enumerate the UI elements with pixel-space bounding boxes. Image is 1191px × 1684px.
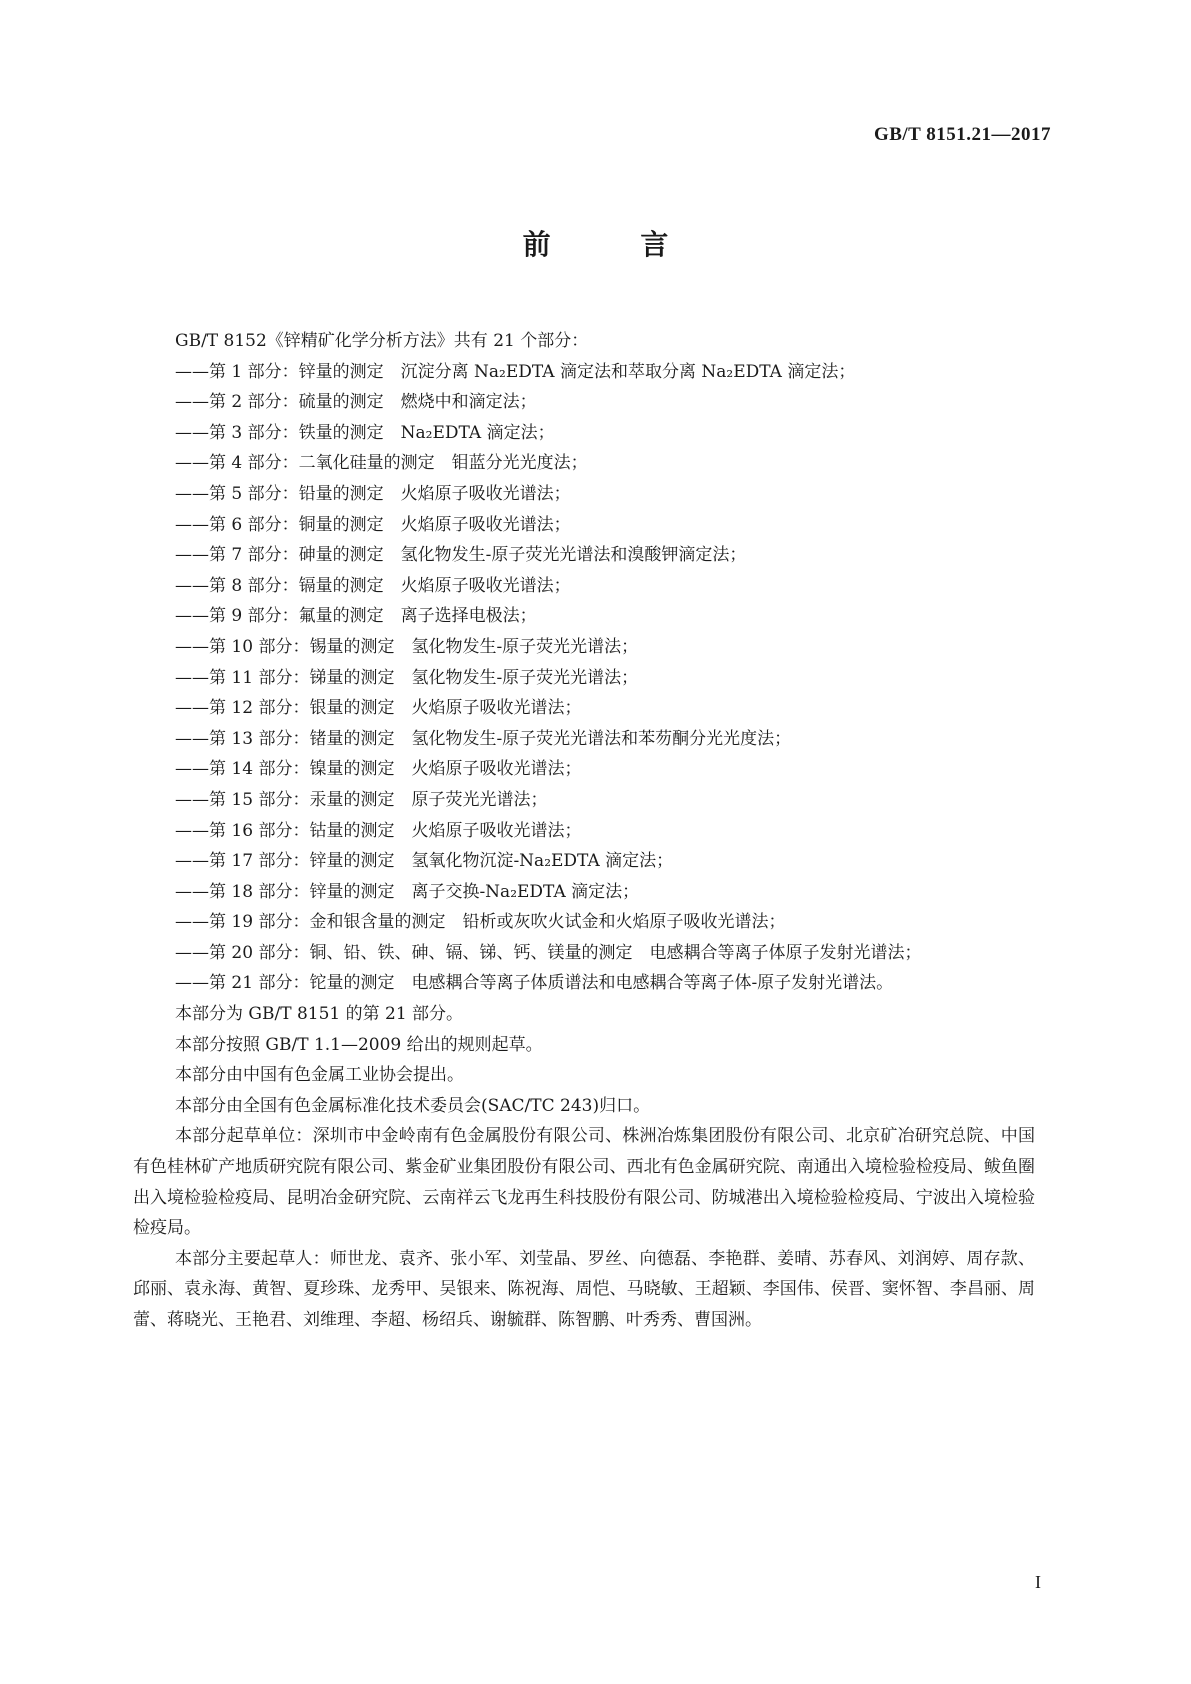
- list-item: ——第 20 部分：铜、铅、铁、砷、镉、锑、钙、镁量的测定 电感耦合等离子体原子发射光谱法；: [175, 942, 922, 963]
- list-item: ——第 4 部分：二氧化硅量的测定 钼蓝分光光度法；: [175, 453, 588, 474]
- list-item: ——第 18 部分：锌量的测定 离子交换-Na₂EDTA 滴定法；: [175, 881, 640, 902]
- list-item: ——第 12 部分：银量的测定 火焰原子吸收光谱法；: [175, 698, 582, 719]
- page-number: I: [1035, 1572, 1041, 1592]
- list-item: ——第 9 部分：氟量的测定 离子选择电极法；: [175, 606, 537, 627]
- list-item: ——第 10 部分：锡量的测定 氢化物发生-原子荧光光谱法；: [175, 636, 639, 657]
- list-item: ——第 8 部分：镉量的测定 火焰原子吸收光谱法；: [175, 575, 571, 596]
- list-item: ——第 5 部分：铅量的测定 火焰原子吸收光谱法；: [175, 483, 571, 504]
- list-item: ——第 7 部分：砷量的测定 氢化物发生-原子荧光光谱法和溴酸钾滴定法；: [175, 545, 747, 566]
- list-item: ——第 2 部分：硫量的测定 燃烧中和滴定法；: [175, 392, 537, 413]
- list-item: ——第 3 部分：铁量的测定 Na₂EDTA 滴定法；: [175, 422, 555, 443]
- drafting-units-paragraph: 本部分起草单位：深圳市中金岭南有色金属股份有限公司、株洲冶炼集团股份有限公司、北京矿冶研究总院、中国有色桂林矿产地质研究院有限公司、紫金矿业集团股份有限公司、西北有色金属研究院、南通出入境检验检疫局、鲅鱼圈出入境检验检疫局、昆明冶金研究院、云南祥云飞龙再生科技股份有限公司、防城港出入境检验检疫局、宁波出入境检验检疫局。: [133, 1126, 1035, 1239]
- list-item: ——第 1 部分：锌量的测定 沉淀分离 Na₂EDTA 滴定法和萃取分离 Na₂EDTA 滴定法；: [175, 361, 856, 382]
- statement-committee: 本部分由全国有色金属标准化技术委员会(SAC/TC 243)归口。: [175, 1095, 651, 1116]
- page-title: 前 言: [522, 228, 709, 261]
- list-item: ——第 13 部分：锗量的测定 氢化物发生-原子荧光光谱法和苯芴酮分光光度法；: [175, 728, 792, 749]
- list-item: ——第 11 部分：锑量的测定 氢化物发生-原子荧光光谱法；: [175, 667, 639, 688]
- statement-proposer: 本部分由中国有色金属工业协会提出。: [175, 1065, 464, 1086]
- list-item: ——第 6 部分：铜量的测定 火焰原子吸收光谱法；: [175, 514, 571, 535]
- intro-line: GB/T 8152《锌精矿化学分析方法》共有 21 个部分：: [175, 331, 589, 351]
- list-item: ——第 17 部分：锌量的测定 氢氧化物沉淀-Na₂EDTA 滴定法；: [175, 851, 674, 872]
- statement-part-number: 本部分为 GB/T 8151 的第 21 部分。: [175, 1004, 464, 1025]
- list-item: ——第 15 部分：汞量的测定 原子荧光光谱法；: [175, 789, 548, 810]
- standard-code: GB/T 8151.21—2017: [873, 124, 1051, 145]
- list-item: ——第 14 部分：镍量的测定 火焰原子吸收光谱法；: [175, 759, 582, 780]
- parts-list: [175, 357, 1035, 999]
- list-item: ——第 19 部分：金和银含量的测定 铅析或灰吹火试金和火焰原子吸收光谱法；: [175, 912, 786, 933]
- list-item: ——第 16 部分：钴量的测定 火焰原子吸收光谱法；: [175, 820, 582, 841]
- foreword-body: [133, 326, 1035, 1336]
- list-item: ——第 21 部分：铊量的测定 电感耦合等离子体质谱法和电感耦合等离子体-原子发射光谱法。: [175, 973, 894, 994]
- drafters-paragraph: 本部分主要起草人：师世龙、袁齐、张小军、刘莹晶、罗丝、向德磊、李艳群、姜晴、苏春风、刘润婷、周存款、邱丽、袁永海、黄智、夏珍珠、龙秀甲、吴银来、陈祝海、周恺、马晓敏、王超颖、李国伟、侯晋、窦怀智、李昌丽、周蕾、蒋晓光、王艳君、刘维理、李超、杨绍兵、谢毓群、陈智鹏、叶秀秀、曹国洲。: [133, 1248, 1035, 1330]
- statement-drafting-rules: 本部分按照 GB/T 1.1—2009 给出的规则起草。: [175, 1034, 543, 1055]
